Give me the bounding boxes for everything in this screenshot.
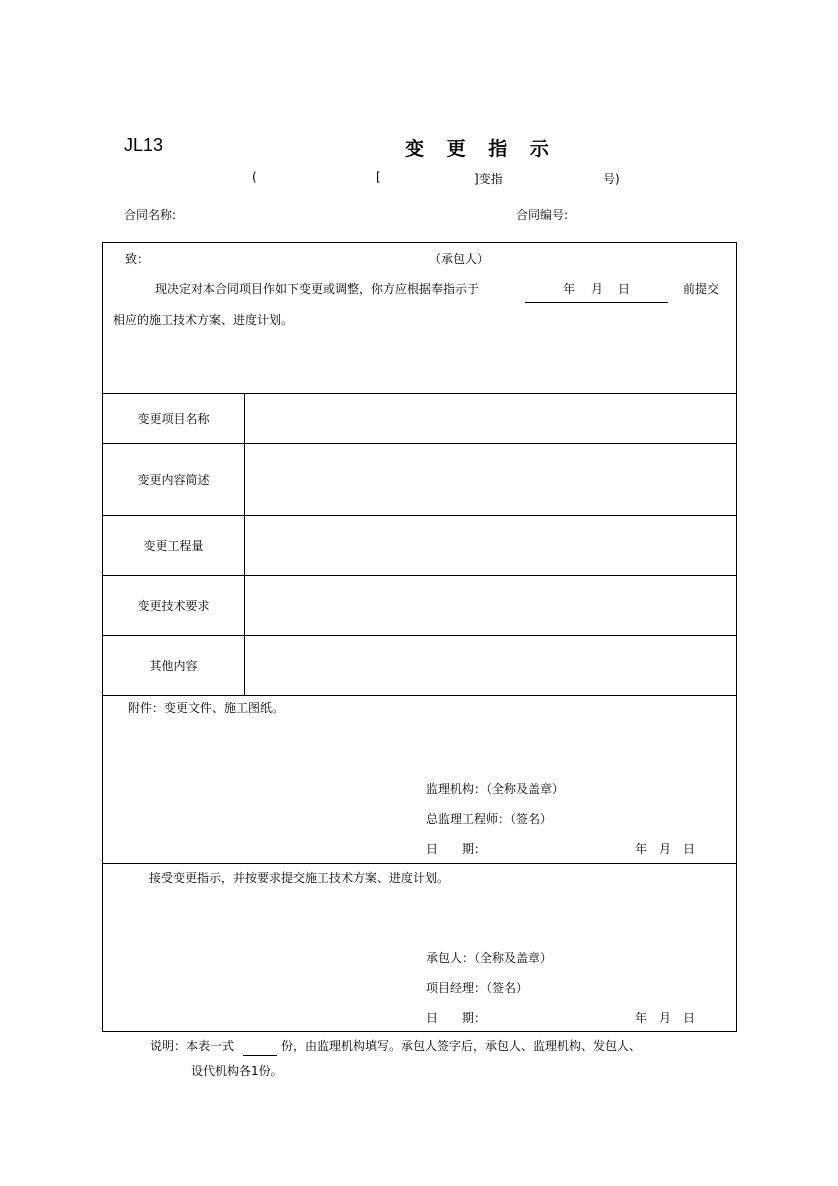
notice-text-line1-end: 前提交 bbox=[683, 282, 720, 296]
footnote-line2: 设代机构各1份。 bbox=[191, 1064, 283, 1078]
divider bbox=[103, 393, 736, 394]
deadline-underline bbox=[525, 302, 668, 303]
attachment-text: 附件：变更文件、施工图纸。 bbox=[128, 701, 285, 715]
acceptance-text: 接受变更指示，并按要求提交施工技术方案、进度计划。 bbox=[149, 871, 450, 885]
column-divider bbox=[244, 393, 245, 695]
deadline-year: 年 bbox=[563, 282, 576, 296]
number-bracket-open: [ bbox=[376, 170, 381, 184]
form-table bbox=[102, 242, 737, 1032]
row-label-change-summary: 变更内容简述 bbox=[137, 473, 210, 487]
divider bbox=[103, 443, 736, 444]
notice-text-line1: 现决定对本合同项目作如下变更或调整，你方应根据奉指示于 bbox=[155, 282, 480, 296]
footnote-part1: 说明：本表一式 bbox=[150, 1039, 235, 1053]
copies-underline bbox=[243, 1055, 277, 1056]
page-title: 变 更 指 示 bbox=[405, 138, 557, 160]
contract-no-label: 合同编号: bbox=[516, 208, 569, 222]
to-label: 致： bbox=[125, 252, 150, 266]
supervision-org-label: 监理机构：（全称及盖章） bbox=[426, 782, 565, 796]
contractor-recipient-label: （承包人） bbox=[429, 252, 490, 266]
row-label-change-item: 变更项目名称 bbox=[137, 412, 210, 426]
acceptance-date-label: 日 期： bbox=[426, 1011, 487, 1025]
row-label-other: 其他内容 bbox=[149, 659, 198, 673]
contract-name-label: 合同名称: bbox=[124, 208, 177, 222]
divider bbox=[103, 863, 736, 864]
form-code: JL13 bbox=[124, 135, 164, 155]
acceptance-contractor-label: 承包人：（全称及盖章） bbox=[426, 951, 553, 965]
row-label-change-tech: 变更技术要求 bbox=[137, 599, 210, 613]
divider bbox=[103, 635, 736, 636]
chief-engineer-label: 总监理工程师：（签名） bbox=[426, 812, 553, 826]
row-label-change-quantity: 变更工程量 bbox=[143, 539, 204, 553]
footnote-part2: 份，由监理机构填写。承包人签字后，承包人、监理机构、发包人、 bbox=[281, 1039, 642, 1053]
supervision-date-label: 日 期： bbox=[426, 842, 487, 856]
number-middle: ]变指 bbox=[474, 172, 503, 186]
divider bbox=[103, 695, 736, 696]
notice-text-line2: 相应的施工技术方案、进度计划。 bbox=[113, 313, 294, 327]
deadline-day: 日 bbox=[618, 282, 631, 296]
acceptance-date-ymd: 年 月 日 bbox=[635, 1011, 696, 1025]
number-open-paren: ( bbox=[252, 170, 257, 184]
project-manager-label: 项目经理：（签名） bbox=[426, 981, 529, 995]
divider bbox=[103, 515, 736, 516]
deadline-month: 月 bbox=[591, 282, 604, 296]
number-suffix: 号) bbox=[603, 172, 620, 186]
divider bbox=[103, 575, 736, 576]
supervision-date-ymd: 年 月 日 bbox=[635, 842, 696, 856]
